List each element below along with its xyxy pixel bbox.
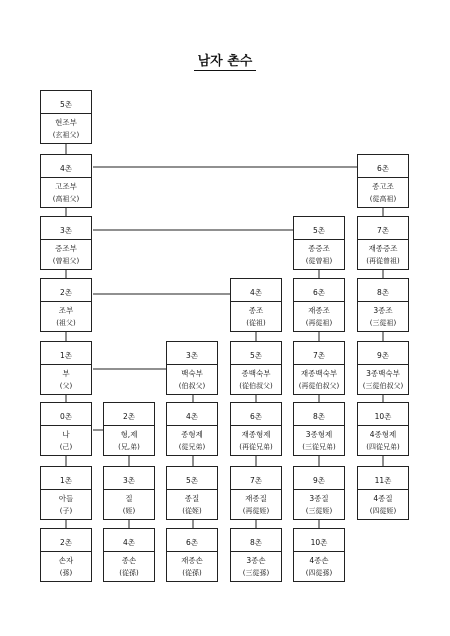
relation-hanja: (父) <box>59 382 73 390</box>
degree-label: 5촌 <box>312 226 326 235</box>
kin-box-jaejonghyeongje <box>230 402 282 456</box>
degree-label: 6촌 <box>249 412 263 421</box>
divider <box>231 551 281 552</box>
relation-name: 3종조 <box>373 306 393 315</box>
kin-box-jongson <box>103 528 155 582</box>
divider <box>41 425 91 426</box>
kin-box-samjongjo <box>357 278 409 332</box>
divider <box>41 489 91 490</box>
divider <box>41 301 91 302</box>
kin-box-jaejongjeungjo <box>357 216 409 270</box>
relation-hanja: (四從孫) <box>305 569 333 577</box>
relation-hanja: (曾祖父) <box>52 257 80 265</box>
relation-name: 종손 <box>121 556 137 565</box>
divider <box>358 489 408 490</box>
kin-box-jaejongjil <box>230 466 282 520</box>
divider <box>294 551 344 552</box>
relation-hanja: (從曾祖) <box>305 257 333 265</box>
relation-name: 조부 <box>58 306 74 315</box>
relation-hanja: (三從祖) <box>369 319 397 327</box>
degree-label: 11촌 <box>374 476 392 485</box>
divider <box>167 489 217 490</box>
divider <box>41 239 91 240</box>
relation-hanja: (再從祖) <box>305 319 333 327</box>
relation-name: 증조부 <box>55 244 77 253</box>
degree-label: 9촌 <box>312 476 326 485</box>
divider <box>358 301 408 302</box>
divider <box>167 425 217 426</box>
kin-box-jongjo <box>230 278 282 332</box>
relation-hanja: (再從伯叔父) <box>298 382 340 390</box>
degree-label: 8촌 <box>249 538 263 547</box>
degree-label: 9촌 <box>376 351 390 360</box>
divider <box>294 489 344 490</box>
relation-hanja: (子) <box>59 507 73 515</box>
degree-label: 10촌 <box>374 412 392 421</box>
kin-box-jongjil <box>166 466 218 520</box>
relation-name: 형,제 <box>120 430 138 439</box>
degree-label: 2촌 <box>59 538 73 547</box>
degree-label: 5촌 <box>185 476 199 485</box>
kin-box-samjongjil <box>293 466 345 520</box>
divider <box>358 177 408 178</box>
kin-box-jonggojo <box>357 154 409 208</box>
divider <box>231 489 281 490</box>
relation-name: 현조부 <box>55 118 77 127</box>
kin-box-gojobu <box>40 154 92 208</box>
divider <box>294 239 344 240</box>
relation-name: 3종백숙부 <box>366 369 400 378</box>
divider <box>231 364 281 365</box>
kin-box-sajongjil <box>357 466 409 520</box>
relation-hanja: (再從兄弟) <box>239 443 273 451</box>
divider <box>231 301 281 302</box>
relation-hanja: (四從姪) <box>369 507 397 515</box>
kin-box-jil <box>103 466 155 520</box>
degree-label: 1촌 <box>59 351 73 360</box>
relation-hanja: (己) <box>59 443 73 451</box>
relation-name: 재종형제 <box>241 430 271 439</box>
relation-hanja: (三從姪) <box>305 507 333 515</box>
relation-name: 재종손 <box>181 556 203 565</box>
relation-name: 4종형제 <box>369 430 397 439</box>
divider <box>231 425 281 426</box>
kin-box-na <box>40 402 92 456</box>
degree-label: 7촌 <box>376 226 390 235</box>
kin-box-baeksukbu <box>166 341 218 395</box>
relation-name: 재종조 <box>308 306 330 315</box>
relation-hanja: (再從曾祖) <box>366 257 400 265</box>
kin-box-samjongbaeksukbu <box>357 341 409 395</box>
relation-hanja: (三從兄弟) <box>302 443 336 451</box>
relation-hanja: (從孫) <box>182 569 202 577</box>
divider <box>167 551 217 552</box>
relation-name: 종백숙부 <box>241 369 271 378</box>
relation-name: 4종손 <box>309 556 329 565</box>
degree-label: 4촌 <box>59 164 73 173</box>
degree-label: 8촌 <box>312 412 326 421</box>
divider <box>167 364 217 365</box>
degree-label: 8촌 <box>376 288 390 297</box>
degree-label: 2촌 <box>122 412 136 421</box>
relation-name: 고조부 <box>55 182 77 191</box>
degree-label: 5촌 <box>249 351 263 360</box>
degree-label: 7촌 <box>249 476 263 485</box>
relation-name: 3종질 <box>309 494 329 503</box>
degree-label: 2촌 <box>59 288 73 297</box>
relation-name: 종질 <box>184 494 200 503</box>
divider <box>358 239 408 240</box>
relation-hanja: (姪) <box>122 507 136 515</box>
divider <box>104 551 154 552</box>
divider <box>294 364 344 365</box>
relation-name: 3종손 <box>246 556 266 565</box>
divider <box>41 364 91 365</box>
divider <box>358 425 408 426</box>
relation-hanja: (孫) <box>59 569 73 577</box>
degree-label: 7촌 <box>312 351 326 360</box>
relation-name: 재종증조 <box>368 244 398 253</box>
degree-label: 3촌 <box>185 351 199 360</box>
relation-name: 부 <box>62 369 70 378</box>
relation-name: 나 <box>62 430 70 439</box>
relation-hanja: (從姪) <box>182 507 202 515</box>
relation-hanja: (從孫) <box>119 569 139 577</box>
relation-hanja: (三從孫) <box>242 569 270 577</box>
kin-box-jongbaeksukbu <box>230 341 282 395</box>
degree-label: 3촌 <box>59 226 73 235</box>
kin-box-hyeongje <box>103 402 155 456</box>
kin-box-jongjeungjo <box>293 216 345 270</box>
relation-name: 질 <box>125 494 133 503</box>
divider <box>294 301 344 302</box>
degree-label: 5촌 <box>59 100 73 109</box>
degree-label: 4촌 <box>249 288 263 297</box>
divider <box>358 364 408 365</box>
kin-box-hyeonjobu <box>40 90 92 144</box>
kin-box-samjonghyeongje <box>293 402 345 456</box>
kin-box-sajonghyeongje <box>357 402 409 456</box>
divider <box>294 425 344 426</box>
relation-name: 손자 <box>58 556 74 565</box>
divider <box>104 489 154 490</box>
kin-box-bu <box>40 341 92 395</box>
relation-name: 종고조 <box>372 182 394 191</box>
kin-box-sajongson <box>293 528 345 582</box>
degree-label: 6촌 <box>376 164 390 173</box>
kin-box-jobu <box>40 278 92 332</box>
degree-label: 10촌 <box>310 538 328 547</box>
kin-box-jaejongbaeksukbu <box>293 341 345 395</box>
relation-hanja: (兄,弟) <box>118 443 140 451</box>
degree-label: 3촌 <box>122 476 136 485</box>
relation-hanja: (四從兄弟) <box>366 443 400 451</box>
relation-name: 재종질 <box>245 494 267 503</box>
kin-box-samjongson <box>230 528 282 582</box>
relation-name: 4종질 <box>373 494 393 503</box>
divider <box>41 113 91 114</box>
kin-box-sonja <box>40 528 92 582</box>
relation-name: 재종백숙부 <box>300 369 338 378</box>
kin-box-jaejongjo <box>293 278 345 332</box>
page-title-text: 남자 촌수 <box>194 54 257 71</box>
relation-hanja: (玄祖父) <box>52 131 80 139</box>
relation-name: 종조 <box>248 306 264 315</box>
kin-box-adeul <box>40 466 92 520</box>
relation-hanja: (伯叔父) <box>178 382 206 390</box>
relation-name: 아들 <box>58 494 74 503</box>
relation-hanja: (從兄弟) <box>178 443 206 451</box>
degree-label: 6촌 <box>312 288 326 297</box>
divider <box>41 177 91 178</box>
degree-label: 4촌 <box>122 538 136 547</box>
relation-hanja: (從祖) <box>246 319 266 327</box>
relation-hanja: (從高祖) <box>369 195 397 203</box>
kin-box-jaejongson <box>166 528 218 582</box>
relation-name: 종증조 <box>308 244 330 253</box>
divider <box>41 551 91 552</box>
relation-hanja: (從伯叔父) <box>239 382 273 390</box>
degree-label: 0촌 <box>59 412 73 421</box>
kin-box-jonghyeongje <box>166 402 218 456</box>
relation-hanja: (高祖父) <box>52 195 80 203</box>
relation-hanja: (再從姪) <box>242 507 270 515</box>
relation-name: 3종형제 <box>305 430 333 439</box>
relation-hanja: (祖父) <box>56 319 76 327</box>
relation-hanja: (三從伯叔父) <box>362 382 404 390</box>
relation-name: 종형제 <box>181 430 203 439</box>
degree-label: 4촌 <box>185 412 199 421</box>
relation-name: 백숙부 <box>181 369 203 378</box>
degree-label: 6촌 <box>185 538 199 547</box>
kin-box-jeungjobu <box>40 216 92 270</box>
divider <box>104 425 154 426</box>
degree-label: 1촌 <box>59 476 73 485</box>
